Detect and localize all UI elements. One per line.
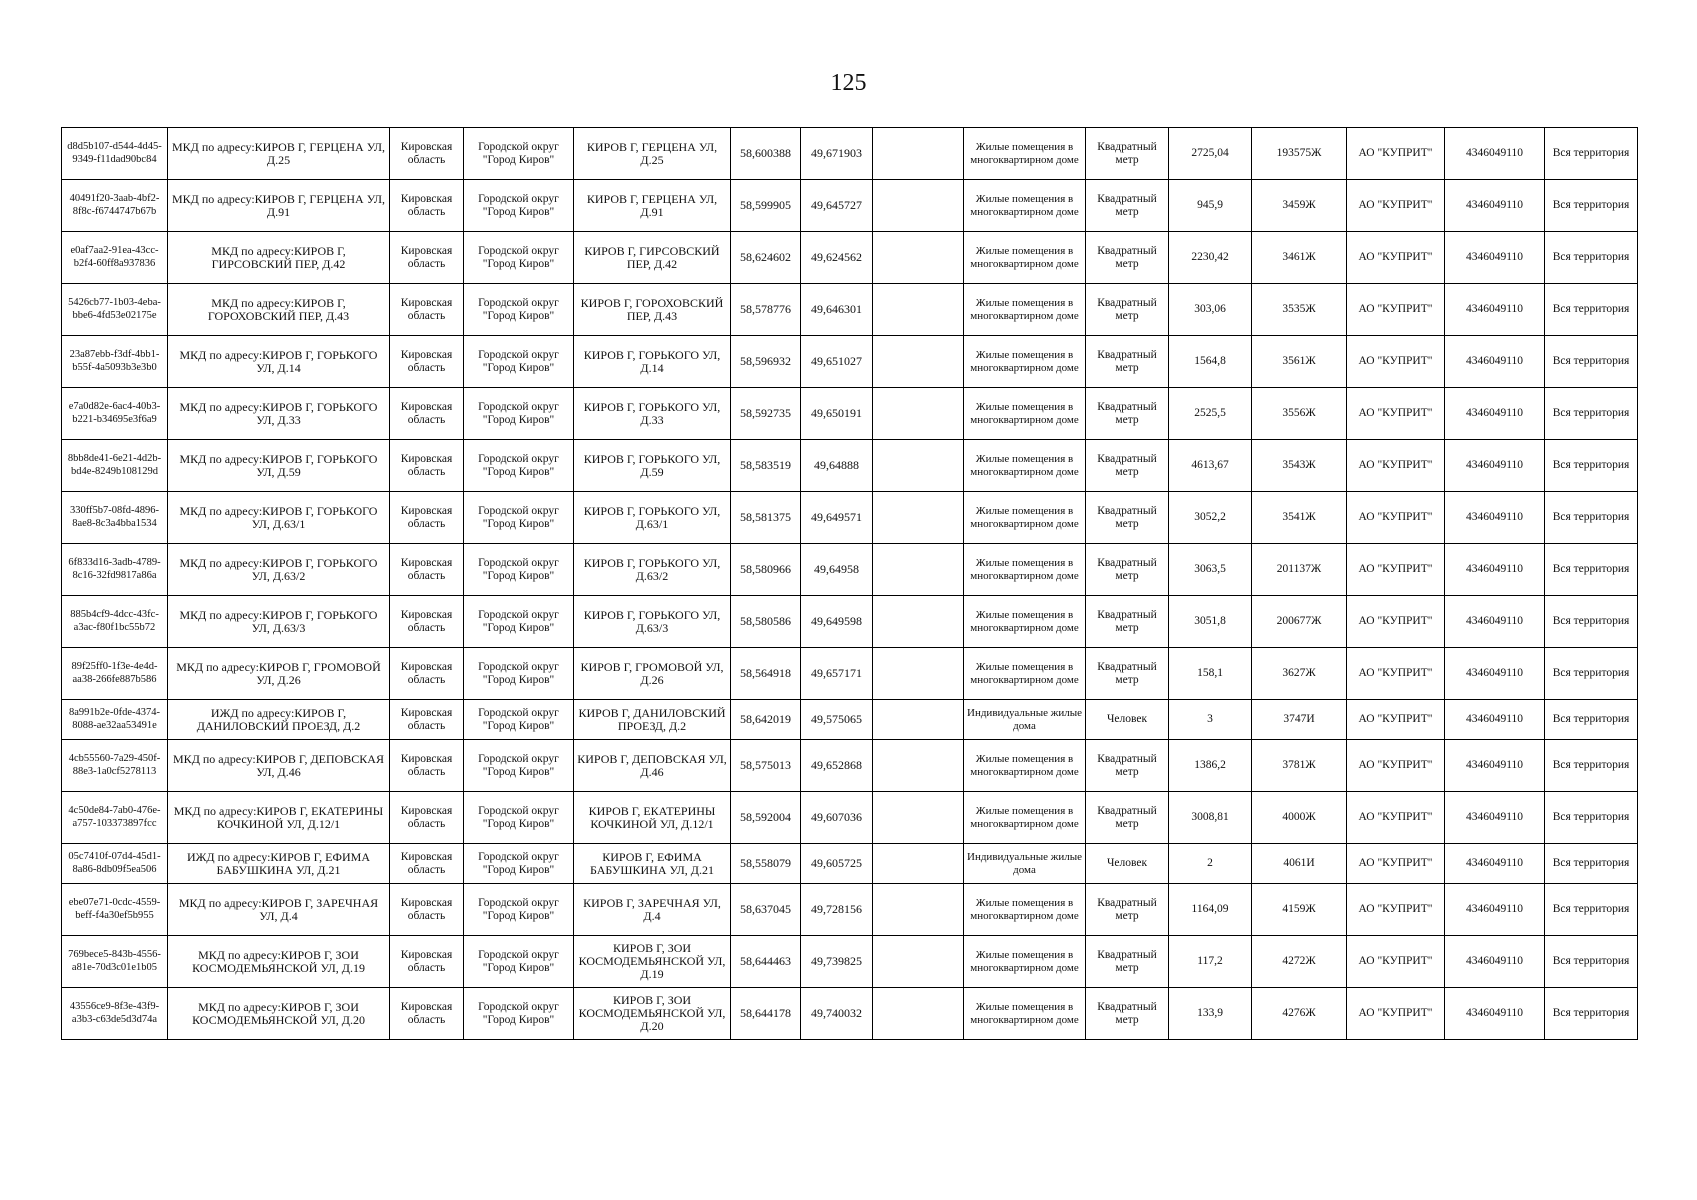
organization-cell: АО "КУПРИТ"	[1347, 128, 1445, 180]
longitude-cell: 49,728156	[801, 884, 873, 936]
latitude-cell: 58,583519	[731, 440, 801, 492]
longitude-cell: 49,650191	[801, 388, 873, 440]
inn-cell: 4346049110	[1445, 180, 1545, 232]
latitude-cell: 58,600388	[731, 128, 801, 180]
inn-cell: 4346049110	[1445, 388, 1545, 440]
district-cell: Городской округ "Город Киров"	[464, 844, 574, 884]
territory-cell: Вся территория	[1545, 544, 1638, 596]
latitude-cell: 58,592004	[731, 792, 801, 844]
object-name-cell: МКД по адресу:КИРОВ Г, ДЕПОВСКАЯ УЛ, Д.46	[168, 740, 390, 792]
longitude-cell: 49,649598	[801, 596, 873, 648]
category-cell: Жилые помещения в многоквартирном доме	[964, 284, 1086, 336]
unit-cell: Квадратный метр	[1086, 544, 1169, 596]
address-cell: КИРОВ Г, ГОРЬКОГО УЛ, Д.63/2	[574, 544, 731, 596]
district-cell: Городской округ "Город Киров"	[464, 336, 574, 388]
account-cell: 201137Ж	[1252, 544, 1347, 596]
object-id-cell: 330ff5b7-08fd-4896-8ae8-8c3a4bba1534	[62, 492, 168, 544]
object-name-cell: МКД по адресу:КИРОВ Г, ГЕРЦЕНА УЛ, Д.91	[168, 180, 390, 232]
table-row	[62, 388, 1638, 440]
object-id-cell: 8a991b2e-0fde-4374-8088-ae32aa53491e	[62, 700, 168, 740]
value-cell: 3051,8	[1169, 596, 1252, 648]
territory-cell: Вся территория	[1545, 988, 1638, 1040]
object-id-cell: d8d5b107-d544-4d45-9349-f11dad90bc84	[62, 128, 168, 180]
latitude-cell: 58,642019	[731, 700, 801, 740]
category-cell: Индивидуальные жилые дома	[964, 844, 1086, 884]
longitude-cell: 49,740032	[801, 988, 873, 1040]
unit-cell: Квадратный метр	[1086, 988, 1169, 1040]
region-cell: Кировская область	[390, 792, 464, 844]
inn-cell: 4346049110	[1445, 440, 1545, 492]
longitude-cell: 49,657171	[801, 648, 873, 700]
account-cell: 4159Ж	[1252, 884, 1347, 936]
organization-cell: АО "КУПРИТ"	[1347, 884, 1445, 936]
district-cell: Городской округ "Город Киров"	[464, 792, 574, 844]
object-id-cell: 05c7410f-07d4-45d1-8a86-8db09f5ea506	[62, 844, 168, 884]
district-cell: Городской округ "Город Киров"	[464, 180, 574, 232]
region-cell: Кировская область	[390, 388, 464, 440]
account-cell: 4061И	[1252, 844, 1347, 884]
address-cell: КИРОВ Г, ЗАРЕЧНАЯ УЛ, Д.4	[574, 884, 731, 936]
category-cell: Жилые помещения в многоквартирном доме	[964, 648, 1086, 700]
latitude-cell: 58,578776	[731, 284, 801, 336]
district-cell: Городской округ "Город Киров"	[464, 284, 574, 336]
table-row	[62, 648, 1638, 700]
region-cell: Кировская область	[390, 884, 464, 936]
organization-cell: АО "КУПРИТ"	[1347, 936, 1445, 988]
unit-cell: Квадратный метр	[1086, 596, 1169, 648]
value-cell: 2525,5	[1169, 388, 1252, 440]
object-id-cell: 5426cb77-1b03-4eba-bbe6-4fd53e02175e	[62, 284, 168, 336]
empty-cell	[873, 988, 964, 1040]
latitude-cell: 58,599905	[731, 180, 801, 232]
object-name-cell: МКД по адресу:КИРОВ Г, ЗОИ КОСМОДЕМЬЯНСКОЙ УЛ, Д.19	[168, 936, 390, 988]
latitude-cell: 58,575013	[731, 740, 801, 792]
organization-cell: АО "КУПРИТ"	[1347, 648, 1445, 700]
district-cell: Городской округ "Город Киров"	[464, 544, 574, 596]
object-name-cell: МКД по адресу:КИРОВ Г, ГОРЬКОГО УЛ, Д.14	[168, 336, 390, 388]
territory-cell: Вся территория	[1545, 648, 1638, 700]
unit-cell: Квадратный метр	[1086, 388, 1169, 440]
address-cell: КИРОВ Г, ГРОМОВОЙ УЛ, Д.26	[574, 648, 731, 700]
district-cell: Городской округ "Город Киров"	[464, 740, 574, 792]
district-cell: Городской округ "Город Киров"	[464, 988, 574, 1040]
object-id-cell: 6f833d16-3adb-4789-8c16-32fd9817a86a	[62, 544, 168, 596]
region-cell: Кировская область	[390, 128, 464, 180]
category-cell: Жилые помещения в многоквартирном доме	[964, 232, 1086, 284]
category-cell: Жилые помещения в многоквартирном доме	[964, 180, 1086, 232]
longitude-cell: 49,605725	[801, 844, 873, 884]
region-cell: Кировская область	[390, 180, 464, 232]
territory-cell: Вся территория	[1545, 596, 1638, 648]
organization-cell: АО "КУПРИТ"	[1347, 492, 1445, 544]
value-cell: 3	[1169, 700, 1252, 740]
region-cell: Кировская область	[390, 284, 464, 336]
category-cell: Жилые помещения в многоквартирном доме	[964, 388, 1086, 440]
value-cell: 2725,04	[1169, 128, 1252, 180]
value-cell: 945,9	[1169, 180, 1252, 232]
table-row	[62, 700, 1638, 740]
territory-cell: Вся территория	[1545, 492, 1638, 544]
object-id-cell: 8bb8de41-6e21-4d2b-bd4e-8249b108129d	[62, 440, 168, 492]
account-cell: 3543Ж	[1252, 440, 1347, 492]
object-name-cell: МКД по адресу:КИРОВ Г, ЗОИ КОСМОДЕМЬЯНСКОЙ УЛ, Д.20	[168, 988, 390, 1040]
organization-cell: АО "КУПРИТ"	[1347, 988, 1445, 1040]
longitude-cell: 49,607036	[801, 792, 873, 844]
longitude-cell: 49,671903	[801, 128, 873, 180]
address-cell: КИРОВ Г, ГОРЬКОГО УЛ, Д.63/1	[574, 492, 731, 544]
latitude-cell: 58,564918	[731, 648, 801, 700]
category-cell: Жилые помещения в многоквартирном доме	[964, 884, 1086, 936]
latitude-cell: 58,624602	[731, 232, 801, 284]
unit-cell: Человек	[1086, 700, 1169, 740]
address-cell: КИРОВ Г, ЗОИ КОСМОДЕМЬЯНСКОЙ УЛ, Д.19	[574, 936, 731, 988]
category-cell: Индивидуальные жилые дома	[964, 700, 1086, 740]
inn-cell: 4346049110	[1445, 284, 1545, 336]
empty-cell	[873, 544, 964, 596]
category-cell: Жилые помещения в многоквартирном доме	[964, 596, 1086, 648]
territory-cell: Вся территория	[1545, 884, 1638, 936]
address-cell: КИРОВ Г, ГЕРЦЕНА УЛ, Д.25	[574, 128, 731, 180]
empty-cell	[873, 180, 964, 232]
district-cell: Городской округ "Город Киров"	[464, 232, 574, 284]
district-cell: Городской округ "Город Киров"	[464, 440, 574, 492]
longitude-cell: 49,652868	[801, 740, 873, 792]
inn-cell: 4346049110	[1445, 988, 1545, 1040]
territory-cell: Вся территория	[1545, 792, 1638, 844]
empty-cell	[873, 700, 964, 740]
category-cell: Жилые помещения в многоквартирном доме	[964, 336, 1086, 388]
territory-cell: Вся территория	[1545, 180, 1638, 232]
region-cell: Кировская область	[390, 596, 464, 648]
table-row	[62, 792, 1638, 844]
value-cell: 117,2	[1169, 936, 1252, 988]
address-cell: КИРОВ Г, ГЕРЦЕНА УЛ, Д.91	[574, 180, 731, 232]
territory-cell: Вся территория	[1545, 440, 1638, 492]
district-cell: Городской округ "Город Киров"	[464, 936, 574, 988]
account-cell: 3627Ж	[1252, 648, 1347, 700]
territory-cell: Вся территория	[1545, 388, 1638, 440]
inn-cell: 4346049110	[1445, 884, 1545, 936]
object-id-cell: 4cb55560-7a29-450f-88e3-1a0cf5278113	[62, 740, 168, 792]
address-cell: КИРОВ Г, ДЕПОВСКАЯ УЛ, Д.46	[574, 740, 731, 792]
address-cell: КИРОВ Г, ЗОИ КОСМОДЕМЬЯНСКОЙ УЛ, Д.20	[574, 988, 731, 1040]
object-name-cell: МКД по адресу:КИРОВ Г, ГИРСОВСКИЙ ПЕР, Д.42	[168, 232, 390, 284]
region-cell: Кировская область	[390, 440, 464, 492]
empty-cell	[873, 596, 964, 648]
region-cell: Кировская область	[390, 936, 464, 988]
latitude-cell: 58,581375	[731, 492, 801, 544]
value-cell: 4613,67	[1169, 440, 1252, 492]
category-cell: Жилые помещения в многоквартирном доме	[964, 740, 1086, 792]
empty-cell	[873, 232, 964, 284]
value-cell: 133,9	[1169, 988, 1252, 1040]
district-cell: Городской округ "Город Киров"	[464, 884, 574, 936]
empty-cell	[873, 844, 964, 884]
table-row	[62, 988, 1638, 1040]
object-name-cell: МКД по адресу:КИРОВ Г, ГРОМОВОЙ УЛ, Д.26	[168, 648, 390, 700]
district-cell: Городской округ "Город Киров"	[464, 648, 574, 700]
longitude-cell: 49,651027	[801, 336, 873, 388]
address-cell: КИРОВ Г, ЕКАТЕРИНЫ КОЧКИНОЙ УЛ, Д.12/1	[574, 792, 731, 844]
category-cell: Жилые помещения в многоквартирном доме	[964, 544, 1086, 596]
latitude-cell: 58,558079	[731, 844, 801, 884]
unit-cell: Квадратный метр	[1086, 284, 1169, 336]
object-name-cell: ИЖД по адресу:КИРОВ Г, ДАНИЛОВСКИЙ ПРОЕЗД, Д.2	[168, 700, 390, 740]
latitude-cell: 58,580586	[731, 596, 801, 648]
longitude-cell: 49,646301	[801, 284, 873, 336]
longitude-cell: 49,575065	[801, 700, 873, 740]
district-cell: Городской округ "Город Киров"	[464, 128, 574, 180]
latitude-cell: 58,644463	[731, 936, 801, 988]
region-cell: Кировская область	[390, 700, 464, 740]
table-row	[62, 284, 1638, 336]
organization-cell: АО "КУПРИТ"	[1347, 336, 1445, 388]
region-cell: Кировская область	[390, 988, 464, 1040]
territory-cell: Вся территория	[1545, 284, 1638, 336]
territory-cell: Вся территория	[1545, 700, 1638, 740]
account-cell: 3747И	[1252, 700, 1347, 740]
object-id-cell: 885b4cf9-4dcc-43fc-a3ac-f80f1bc55b72	[62, 596, 168, 648]
unit-cell: Квадратный метр	[1086, 740, 1169, 792]
account-cell: 3556Ж	[1252, 388, 1347, 440]
territory-cell: Вся территория	[1545, 936, 1638, 988]
object-id-cell: 40491f20-3aab-4bf2-8f8c-f6744747b67b	[62, 180, 168, 232]
table-row	[62, 440, 1638, 492]
region-cell: Кировская область	[390, 336, 464, 388]
inn-cell: 4346049110	[1445, 936, 1545, 988]
inn-cell: 4346049110	[1445, 792, 1545, 844]
address-cell: КИРОВ Г, ГОРЬКОГО УЛ, Д.14	[574, 336, 731, 388]
address-cell: КИРОВ Г, ДАНИЛОВСКИЙ ПРОЕЗД, Д.2	[574, 700, 731, 740]
registry-table	[61, 127, 1638, 1040]
unit-cell: Квадратный метр	[1086, 232, 1169, 284]
table-row	[62, 596, 1638, 648]
account-cell: 4276Ж	[1252, 988, 1347, 1040]
unit-cell: Квадратный метр	[1086, 336, 1169, 388]
table-row	[62, 232, 1638, 284]
unit-cell: Квадратный метр	[1086, 440, 1169, 492]
account-cell: 3535Ж	[1252, 284, 1347, 336]
region-cell: Кировская область	[390, 648, 464, 700]
object-name-cell: ИЖД по адресу:КИРОВ Г, ЕФИМА БАБУШКИНА УЛ, Д.21	[168, 844, 390, 884]
region-cell: Кировская область	[390, 492, 464, 544]
account-cell: 3461Ж	[1252, 232, 1347, 284]
empty-cell	[873, 128, 964, 180]
unit-cell: Человек	[1086, 844, 1169, 884]
object-name-cell: МКД по адресу:КИРОВ Г, ГОРЬКОГО УЛ, Д.33	[168, 388, 390, 440]
address-cell: КИРОВ Г, ГОРЬКОГО УЛ, Д.59	[574, 440, 731, 492]
longitude-cell: 49,64888	[801, 440, 873, 492]
organization-cell: АО "КУПРИТ"	[1347, 740, 1445, 792]
latitude-cell: 58,637045	[731, 884, 801, 936]
inn-cell: 4346049110	[1445, 232, 1545, 284]
object-id-cell: 23a87ebb-f3df-4bb1-b55f-4a5093b3e3b0	[62, 336, 168, 388]
territory-cell: Вся территория	[1545, 844, 1638, 884]
registry-body	[62, 128, 1638, 1040]
object-id-cell: 4c50de84-7ab0-476e-a757-103373897fcc	[62, 792, 168, 844]
table-row	[62, 936, 1638, 988]
unit-cell: Квадратный метр	[1086, 180, 1169, 232]
object-id-cell: 43556ce9-8f3e-43f9-a3b3-c63de5d3d74a	[62, 988, 168, 1040]
inn-cell: 4346049110	[1445, 648, 1545, 700]
account-cell: 200677Ж	[1252, 596, 1347, 648]
value-cell: 1564,8	[1169, 336, 1252, 388]
territory-cell: Вся территория	[1545, 336, 1638, 388]
inn-cell: 4346049110	[1445, 128, 1545, 180]
table-row	[62, 180, 1638, 232]
unit-cell: Квадратный метр	[1086, 792, 1169, 844]
object-name-cell: МКД по адресу:КИРОВ Г, ЗАРЕЧНАЯ УЛ, Д.4	[168, 884, 390, 936]
inn-cell: 4346049110	[1445, 492, 1545, 544]
region-cell: Кировская область	[390, 740, 464, 792]
object-name-cell: МКД по адресу:КИРОВ Г, ГОРОХОВСКИЙ ПЕР, Д.43	[168, 284, 390, 336]
region-cell: Кировская область	[390, 232, 464, 284]
organization-cell: АО "КУПРИТ"	[1347, 792, 1445, 844]
organization-cell: АО "КУПРИТ"	[1347, 232, 1445, 284]
empty-cell	[873, 740, 964, 792]
latitude-cell: 58,644178	[731, 988, 801, 1040]
inn-cell: 4346049110	[1445, 336, 1545, 388]
account-cell: 3561Ж	[1252, 336, 1347, 388]
empty-cell	[873, 336, 964, 388]
address-cell: КИРОВ Г, ЕФИМА БАБУШКИНА УЛ, Д.21	[574, 844, 731, 884]
object-id-cell: 89f25ff0-1f3e-4e4d-aa38-266fe887b586	[62, 648, 168, 700]
inn-cell: 4346049110	[1445, 596, 1545, 648]
category-cell: Жилые помещения в многоквартирном доме	[964, 440, 1086, 492]
table-row	[62, 128, 1638, 180]
table-row	[62, 492, 1638, 544]
account-cell: 4272Ж	[1252, 936, 1347, 988]
inn-cell: 4346049110	[1445, 844, 1545, 884]
organization-cell: АО "КУПРИТ"	[1347, 388, 1445, 440]
object-id-cell: e0af7aa2-91ea-43cc-b2f4-60ff8a937836	[62, 232, 168, 284]
value-cell: 3052,2	[1169, 492, 1252, 544]
account-cell: 3781Ж	[1252, 740, 1347, 792]
object-name-cell: МКД по адресу:КИРОВ Г, ГЕРЦЕНА УЛ, Д.25	[168, 128, 390, 180]
value-cell: 2	[1169, 844, 1252, 884]
value-cell: 158,1	[1169, 648, 1252, 700]
object-name-cell: МКД по адресу:КИРОВ Г, ГОРЬКОГО УЛ, Д.63/3	[168, 596, 390, 648]
latitude-cell: 58,596932	[731, 336, 801, 388]
table-row	[62, 844, 1638, 884]
value-cell: 303,06	[1169, 284, 1252, 336]
longitude-cell: 49,64958	[801, 544, 873, 596]
empty-cell	[873, 492, 964, 544]
object-id-cell: ebe07e71-0cdc-4559-beff-f4a30ef5b955	[62, 884, 168, 936]
longitude-cell: 49,624562	[801, 232, 873, 284]
organization-cell: АО "КУПРИТ"	[1347, 596, 1445, 648]
region-cell: Кировская область	[390, 544, 464, 596]
inn-cell: 4346049110	[1445, 740, 1545, 792]
inn-cell: 4346049110	[1445, 700, 1545, 740]
object-id-cell: 769bece5-843b-4556-a81e-70d3c01e1b05	[62, 936, 168, 988]
address-cell: КИРОВ Г, ГИРСОВСКИЙ ПЕР, Д.42	[574, 232, 731, 284]
organization-cell: АО "КУПРИТ"	[1347, 284, 1445, 336]
district-cell: Городской округ "Город Киров"	[464, 700, 574, 740]
empty-cell	[873, 388, 964, 440]
value-cell: 1386,2	[1169, 740, 1252, 792]
object-name-cell: МКД по адресу:КИРОВ Г, ЕКАТЕРИНЫ КОЧКИНОЙ УЛ, Д.12/1	[168, 792, 390, 844]
category-cell: Жилые помещения в многоквартирном доме	[964, 792, 1086, 844]
organization-cell: АО "КУПРИТ"	[1347, 440, 1445, 492]
table-row	[62, 740, 1638, 792]
unit-cell: Квадратный метр	[1086, 648, 1169, 700]
value-cell: 1164,09	[1169, 884, 1252, 936]
value-cell: 2230,42	[1169, 232, 1252, 284]
address-cell: КИРОВ Г, ГОРЬКОГО УЛ, Д.63/3	[574, 596, 731, 648]
page-number: 125	[830, 70, 867, 96]
category-cell: Жилые помещения в многоквартирном доме	[964, 492, 1086, 544]
organization-cell: АО "КУПРИТ"	[1347, 180, 1445, 232]
empty-cell	[873, 792, 964, 844]
account-cell: 3459Ж	[1252, 180, 1347, 232]
longitude-cell: 49,649571	[801, 492, 873, 544]
empty-cell	[873, 648, 964, 700]
organization-cell: АО "КУПРИТ"	[1347, 544, 1445, 596]
object-name-cell: МКД по адресу:КИРОВ Г, ГОРЬКОГО УЛ, Д.63/1	[168, 492, 390, 544]
value-cell: 3063,5	[1169, 544, 1252, 596]
unit-cell: Квадратный метр	[1086, 492, 1169, 544]
inn-cell: 4346049110	[1445, 544, 1545, 596]
territory-cell: Вся территория	[1545, 740, 1638, 792]
longitude-cell: 49,645727	[801, 180, 873, 232]
table-row	[62, 544, 1638, 596]
empty-cell	[873, 884, 964, 936]
account-cell: 3541Ж	[1252, 492, 1347, 544]
table-row	[62, 336, 1638, 388]
district-cell: Городской округ "Город Киров"	[464, 492, 574, 544]
category-cell: Жилые помещения в многоквартирном доме	[964, 128, 1086, 180]
object-id-cell: e7a0d82e-6ac4-40b3-b221-b34695e3f6a9	[62, 388, 168, 440]
latitude-cell: 58,592735	[731, 388, 801, 440]
organization-cell: АО "КУПРИТ"	[1347, 844, 1445, 884]
category-cell: Жилые помещения в многоквартирном доме	[964, 988, 1086, 1040]
category-cell: Жилые помещения в многоквартирном доме	[964, 936, 1086, 988]
account-cell: 4000Ж	[1252, 792, 1347, 844]
unit-cell: Квадратный метр	[1086, 936, 1169, 988]
object-name-cell: МКД по адресу:КИРОВ Г, ГОРЬКОГО УЛ, Д.59	[168, 440, 390, 492]
unit-cell: Квадратный метр	[1086, 884, 1169, 936]
table-row	[62, 884, 1638, 936]
district-cell: Городской округ "Город Киров"	[464, 596, 574, 648]
empty-cell	[873, 440, 964, 492]
region-cell: Кировская область	[390, 844, 464, 884]
account-cell: 193575Ж	[1252, 128, 1347, 180]
territory-cell: Вся территория	[1545, 128, 1638, 180]
empty-cell	[873, 936, 964, 988]
value-cell: 3008,81	[1169, 792, 1252, 844]
object-name-cell: МКД по адресу:КИРОВ Г, ГОРЬКОГО УЛ, Д.63/2	[168, 544, 390, 596]
territory-cell: Вся территория	[1545, 232, 1638, 284]
organization-cell: АО "КУПРИТ"	[1347, 700, 1445, 740]
address-cell: КИРОВ Г, ГОРОХОВСКИЙ ПЕР, Д.43	[574, 284, 731, 336]
address-cell: КИРОВ Г, ГОРЬКОГО УЛ, Д.33	[574, 388, 731, 440]
district-cell: Городской округ "Город Киров"	[464, 388, 574, 440]
latitude-cell: 58,580966	[731, 544, 801, 596]
unit-cell: Квадратный метр	[1086, 128, 1169, 180]
longitude-cell: 49,739825	[801, 936, 873, 988]
empty-cell	[873, 284, 964, 336]
